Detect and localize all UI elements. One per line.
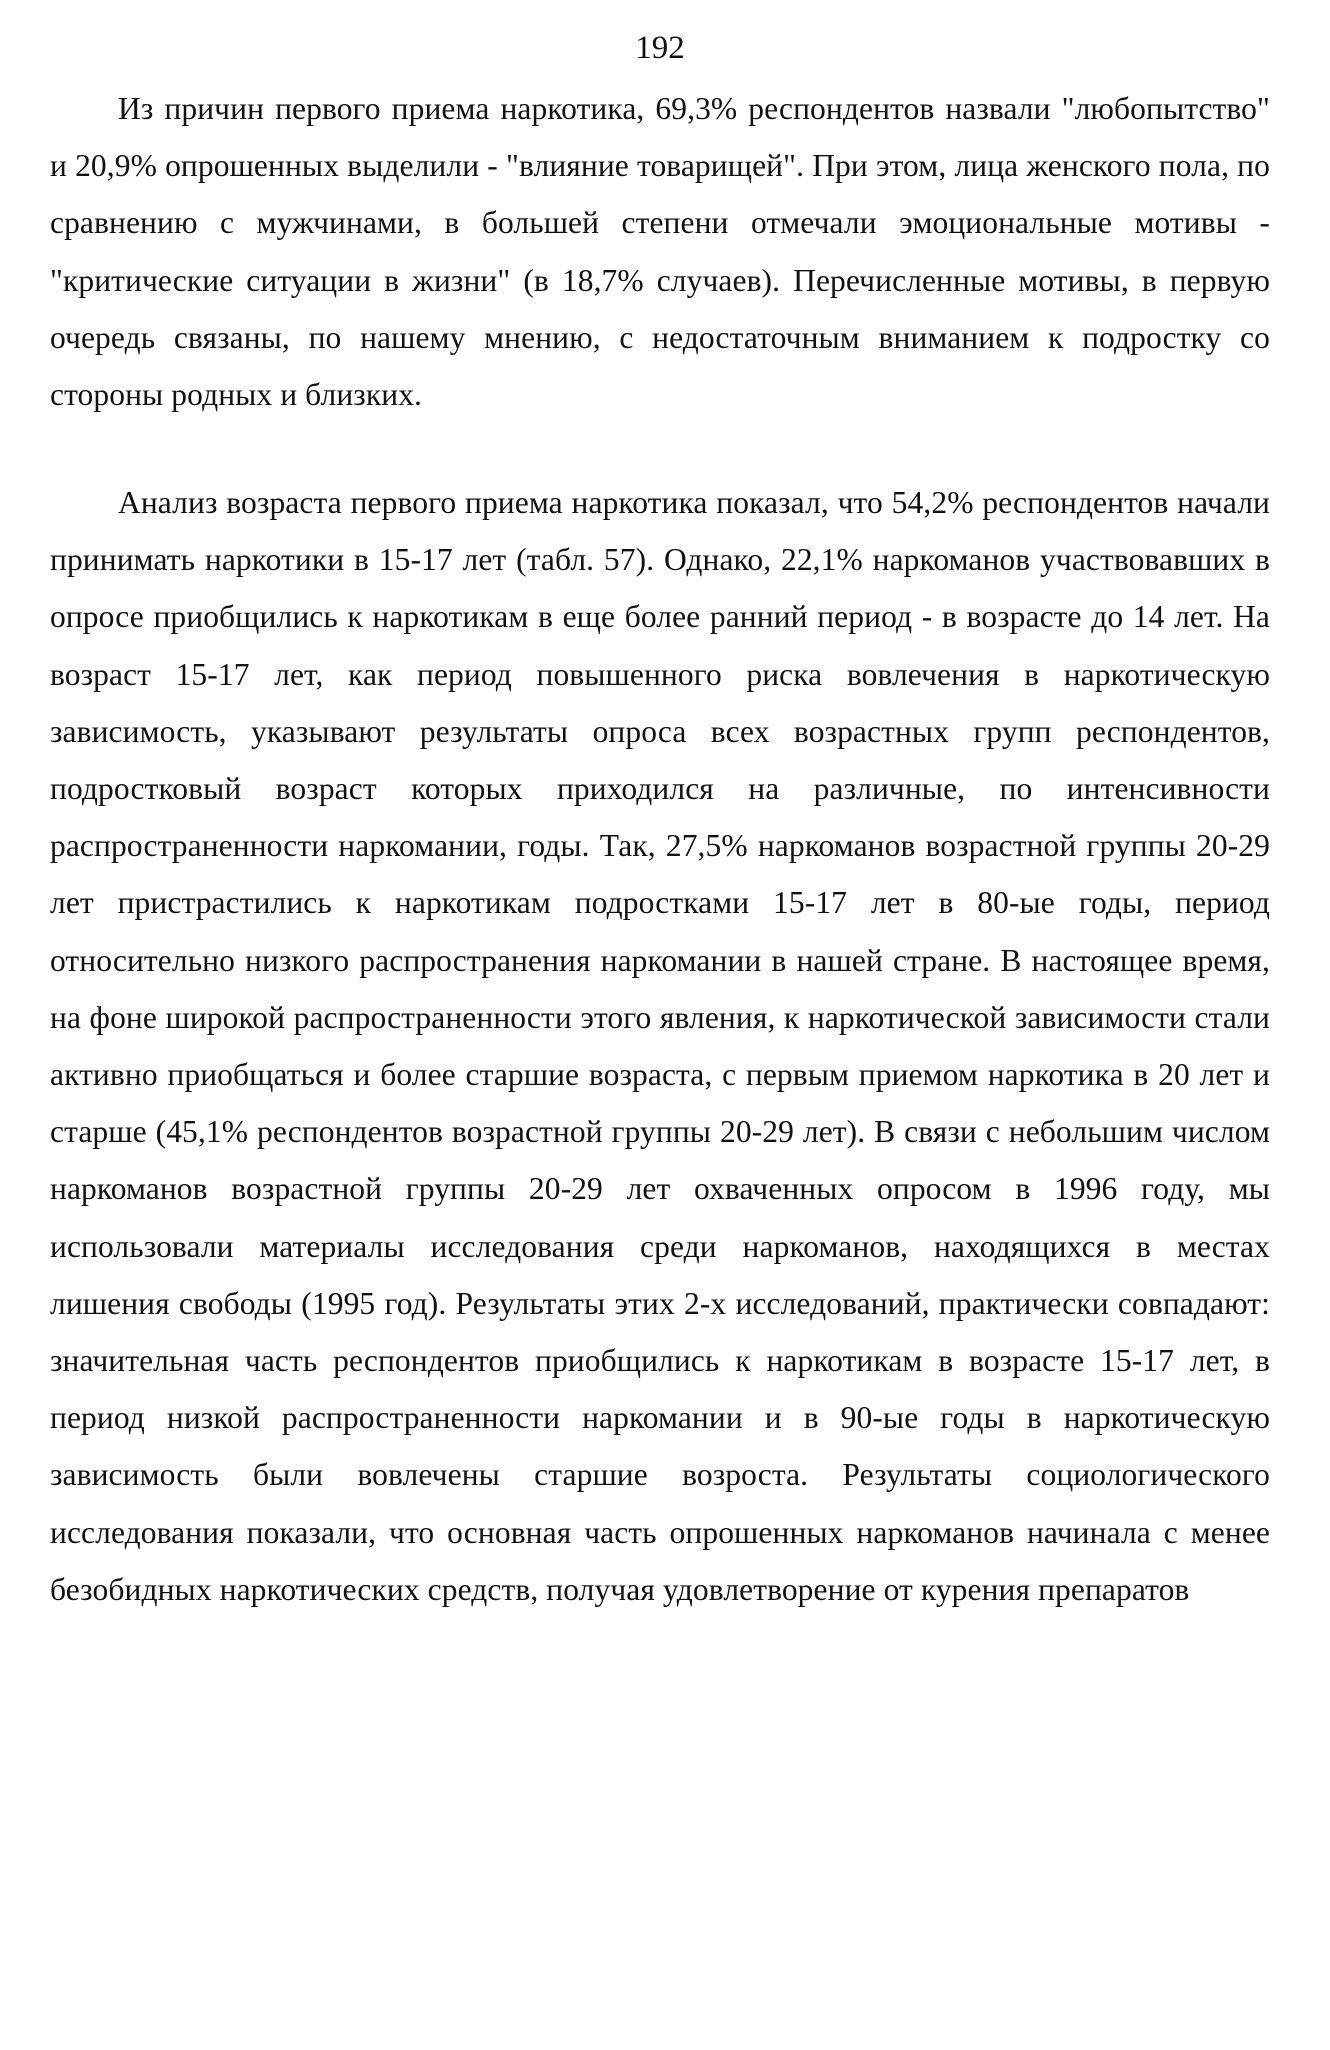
paragraph-age-analysis: Анализ возраста первого приема наркотика показал, что 54,2% респондентов начали принимать наркотики в 15-17 лет (табл. 57). Однако, 22,1% наркоманов участвовавших в опросе приобщились к наркотикам в еще более ранний период - в возрасте до 14 лет. На возраст 15-17 лет, как период повышенного риска вовлечения в наркотическую зависимость, указывают результаты опроса всех возрастных групп респондентов, подростковый возраст которых приходился на различные, по интенсивности распространенности наркомании, годы. Так, 27,5% наркоманов возрастной группы 20-29 лет пристрастились к наркотикам подростками 15-17 лет в 80-ые годы, период относительно низкого распространения наркомании в нашей стране. В настоящее время, на фоне широкой распространенности этого явления, к наркотической зависимости стали активно приобщаться и более старшие возраста, с первым приемом наркотика в 20 лет и старше (45,1% респондентов возрастной группы 20-29 лет). В связи с небольшим числом наркоманов возрастной группы 20-29 лет охваченных опросом в 1996 году, мы использовали материалы исследования среди наркоманов, находящихся в местах лишения свободы (1995 год). Результаты этих 2-х исследований, практически совпадают: значительная часть респондентов приобщились к наркотикам в возрасте 15-17 лет, в период низкой распространенности наркомании и в 90-ые годы в наркотическую зависимость были вовлечены старшие возроста. Результаты социологического исследования показали, что основная часть опрошенных наркоманов начинала с менее безобидных наркотических средств, получая удовлетворение от курения препаратов (50, 485, 1270, 1607)
page-number: 192 (635, 30, 685, 66)
paragraph-motives: Из причин первого приема наркотика, 69,3% респондентов назвали "любопытство" и 20,9% опрошенных выделили - "влияние товарищей". При этом, лица женского пола, по сравнению с мужчинами, в большей степени отмечали эмоциональные мотивы - "критические ситуации в жизни" (в 18,7% случаев). Перечисленные мотивы, в первую очередь связаны, по нашему мнению, с недостаточным вниманием к подростку со стороны родных и близких. (50, 91, 1270, 413)
document-page (50, 0, 1270, 2050)
